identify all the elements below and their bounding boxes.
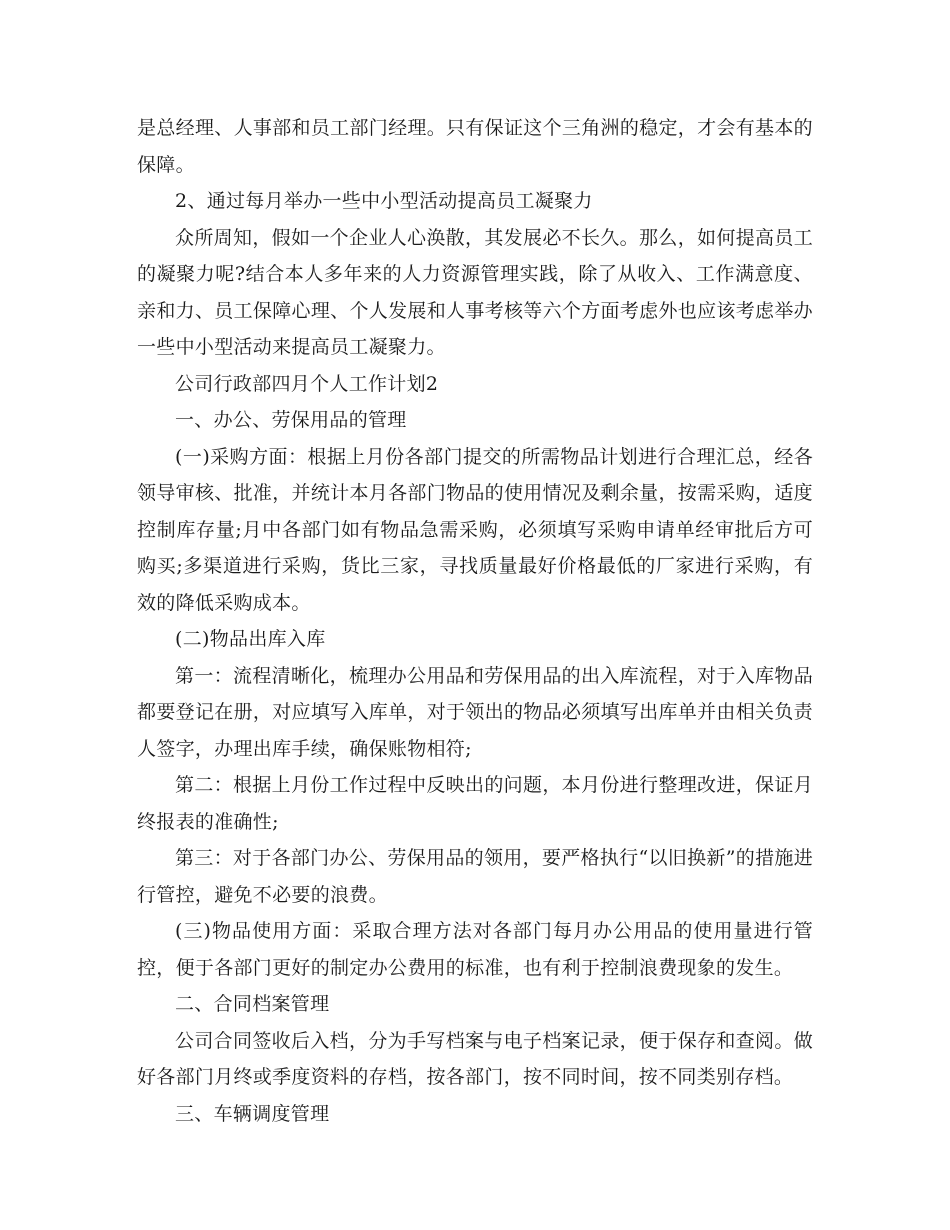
paragraph-cohesion: 众所周知，假如一个企业人心涣散，其发展必不长久。那么，如何提高员工的凝聚力呢?结合本人多年来的人力资源管理实践，除了从收入、工作满意度、亲和力、员工保障心理、个人发展和人事考核等六个方面考虑外也应该考虑举办一些中小型活动来提高员工凝聚力。	[137, 226, 813, 358]
document-page	[137, 110, 813, 1132]
paragraph-usage: (三)物品使用方面：采取合理方法对各部门每月办公用品的使用量进行管控，便于各部门更好的制定办公费用的标准，也有利于控制浪费现象的发生。	[137, 920, 813, 979]
paragraph-archives: 公司合同签收后入档，分为手写档案与电子档案记录，便于保存和查阅。做好各部门月终或季度资料的存档，按各部门，按不同时间，按不同类别存档。	[137, 1029, 813, 1088]
paragraph-second-step: 第二：根据上月份工作过程中反映出的问题，本月份进行整理改进，保证月终报表的准确性;	[137, 774, 813, 833]
subheading-inventory: (二)物品出库入库	[175, 628, 326, 650]
heading-contract-archives: 二、合同档案管理	[175, 993, 330, 1015]
paragraph-procurement: (一)采购方面：根据上月份各部门提交的所需物品计划进行合理汇总，经各领导审核、批准，并统计本月各部门物品的使用情况及剩余量，按需采购，适度控制库存量;月中各部门如有物品急需采购，必须填写采购申请单经审批后方可购买;多渠道进行采购，货比三家，寻找质量最好价格最低的厂家进行采购，有效的降低采购成本。	[137, 445, 813, 614]
heading-supplies-management: 一、办公、劳保用品的管理	[175, 409, 407, 431]
paragraph-continuation: 是总经理、人事部和员工部门经理。只有保证这个三角洲的稳定，才会有基本的保障。	[137, 117, 813, 176]
section-title-plan-2: 公司行政部四月个人工作计划2	[175, 372, 439, 395]
subheading-monthly-activities: 2、通过每月举办一些中小型活动提高员工凝聚力	[175, 190, 593, 212]
paragraph-first-step: 第一：流程清晰化，梳理办公用品和劳保用品的出入库流程，对于入库物品都要登记在册，对应填写入库单，对于领出的物品必须填写出库单并由相关负责人签字，办理出库手续，确保账物相符;	[137, 664, 813, 760]
heading-vehicle-dispatch: 三、车辆调度管理	[175, 1102, 330, 1125]
paragraph-third-step: 第三：对于各部门办公、劳保用品的领用，要严格执行“以旧换新”的措施进行管控，避免不必要的浪费。	[137, 847, 813, 906]
